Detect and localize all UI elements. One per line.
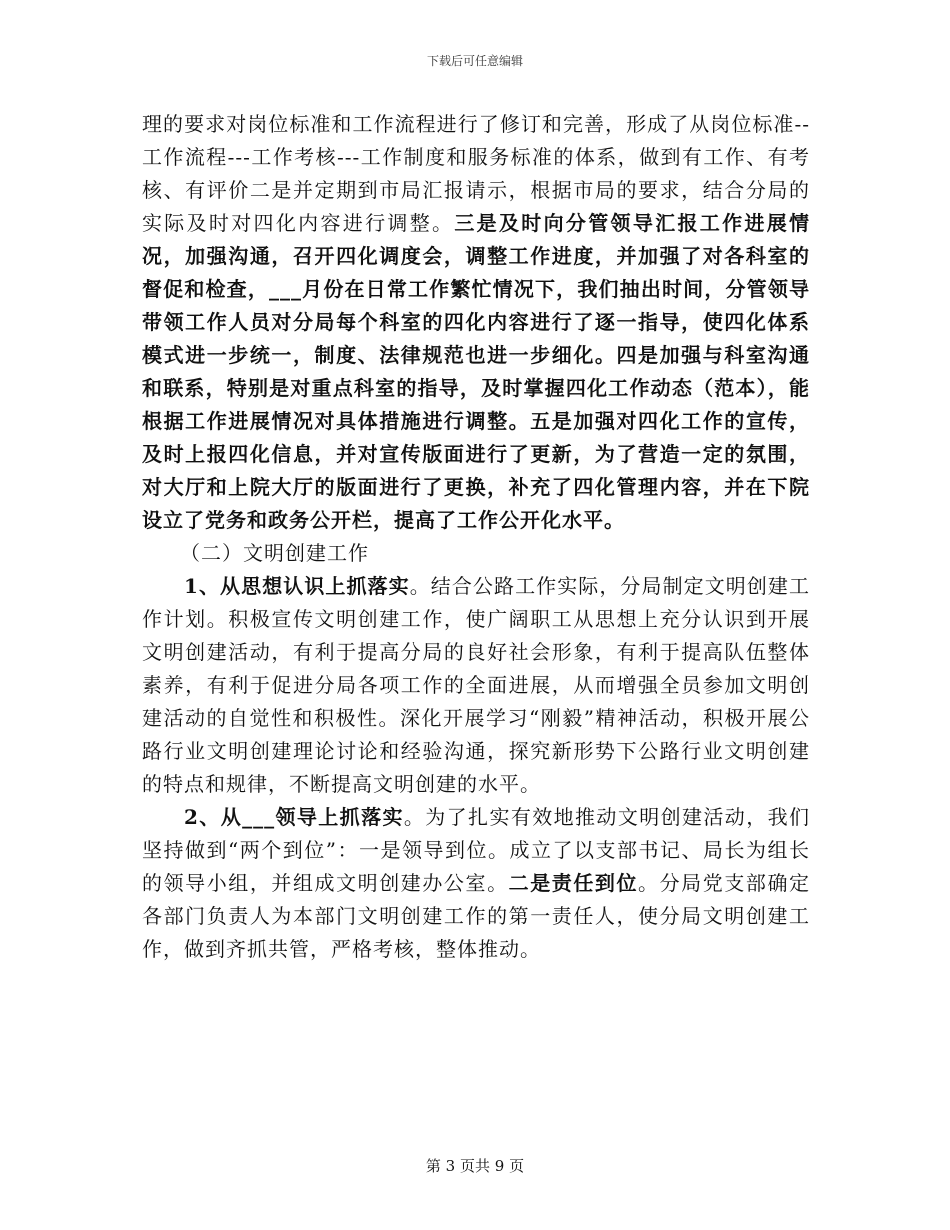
paragraph-1-bold-text: 三是及时向分管领导汇报工作进展情况，加强沟通，召开四化调度会，调整工作进度，并加强了对各科室的督促和检查，___月份在日常工作繁忙情况下，我们抽出时间，分管领导带领工作人员对分局每个科室的四化内容进行了逐一指导，使四化体系模式进一步统一，制度、法律规范也进一步细化。四是加强与科室沟通和联系，特别是对重点科室的指导，及时掌握四化工作动态（范本），能根据工作进展情况对具体措施进行调整。五是加强对四化工作的宣传，及时上报四化信息，并对宣传版面进行了更新，为了营造一定的氛围，对大厅和上院大厅的版面进行了更换，补充了四化管理内容，并在下院设立了党务和政务公开栏，提高了工作公开化水平。 — [142, 211, 811, 532]
paragraph-3 — [142, 801, 810, 966]
paragraph-2-lead: 1、从思想认识上抓落实 — [184, 574, 410, 598]
page-header: 下载后可任意编辑 — [426, 54, 523, 68]
page-footer: 第 3 页共 9 页 — [425, 1157, 525, 1175]
paragraph-3-text-1: 。为了扎实有效地推动文明创建活动，我们坚持做到“两个到位”：一是领导到位。成立了以支部书记、局长为组长的领导小组，并组成文明创建办公室。 — [142, 805, 810, 895]
document-body — [142, 108, 810, 966]
section-heading-civilization: （二）文明创建工作 — [180, 541, 369, 565]
paragraph-2-text: 。结合公路工作实际，分局制定文明创建工作计划。积极宣传文明创建工作，使广阔职工从思想上充分认识到开展文明创建活动，有利于提高分局的良好社会形象，有利于提高队伍整体素养，有利于促进分局各项工作的全面进展，从而增强全员参加文明创建活动的自觉性和积极性。深化开展学习“刚毅”精神活动，积极开展公路行业文明创建理论讨论和经验沟通，探究新形势下公路行业文明创建的特点和规律，不断提高文明创建的水平。 — [142, 574, 811, 796]
paragraph-3-text-2: 。分局党支部确定各部门负责人为本部门文明创建工作的第一责任人，使分局文明创建工作，做到齐抓共管，严格考核，整体推动。 — [142, 871, 811, 961]
paragraph-3-bold-inline: 二是责任到位 — [508, 871, 639, 895]
paragraph-1-text: 理的要求对岗位标准和工作流程进行了修订和完善，形成了从岗位标准--工作流程---工作考核---工作制度和服务标准的体系，做到有工作、有考核、有评价二是并定期到市局汇报请示，根据市局的要求，结合分局的实际及时对四化内容进行调整。 — [142, 112, 810, 235]
paragraph-2 — [142, 570, 810, 801]
paragraph-3-lead: 2、从___领导上抓落实 — [184, 805, 404, 829]
paragraph-1 — [142, 108, 810, 537]
